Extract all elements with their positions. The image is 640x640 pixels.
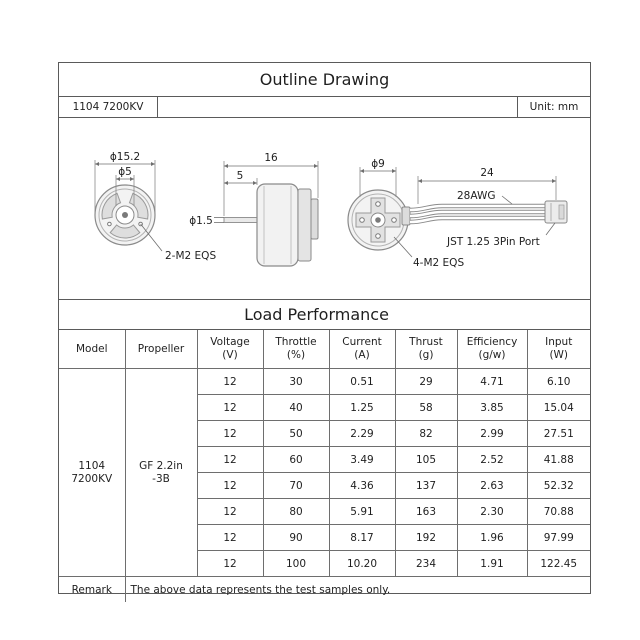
label-wire-gauge: 28AWG <box>457 190 496 202</box>
efficiency-cell: 1.91 <box>457 551 527 577</box>
motor-bottom-view <box>348 190 410 250</box>
label-shaft-diameter: ϕ1.5 <box>189 215 213 227</box>
header-current <box>329 330 395 369</box>
voltage-cell: 12 <box>197 525 263 551</box>
current-cell: 4.36 <box>329 473 395 499</box>
outline-drawing <box>59 118 590 300</box>
current-cell: 0.51 <box>329 369 395 395</box>
label-shaft-length: 5 <box>236 170 244 182</box>
current-cell: 2.29 <box>329 421 395 447</box>
voltage-cell: 12 <box>197 551 263 577</box>
remark-row <box>59 577 590 603</box>
header-label: Model <box>75 342 108 355</box>
label-outer-diameter: ϕ15.2 <box>109 151 141 163</box>
load-performance-title: Load Performance <box>59 300 590 330</box>
remark-text: The above data represents the test samples only. <box>125 577 590 603</box>
efficiency-cell: 4.71 <box>457 369 527 395</box>
header-label: Efficiency <box>466 336 518 348</box>
efficiency-cell: 2.63 <box>457 473 527 499</box>
label-base-diameter: ϕ9 <box>371 158 385 170</box>
current-cell: 8.17 <box>329 525 395 551</box>
propeller-cell <box>125 369 197 577</box>
header-unit: (A) <box>354 349 370 361</box>
propeller-line: GF 2.2in <box>139 459 183 472</box>
model-unit-row <box>59 97 590 118</box>
header-efficiency <box>457 330 527 369</box>
header-label: Current <box>342 336 382 348</box>
throttle-cell: 80 <box>263 499 329 525</box>
current-cell: 3.49 <box>329 447 395 473</box>
throttle-cell: 100 <box>263 551 329 577</box>
input-cell: 15.04 <box>527 395 590 421</box>
efficiency-cell: 2.30 <box>457 499 527 525</box>
efficiency-cell: 2.99 <box>457 421 527 447</box>
motor-side-view <box>224 184 318 266</box>
input-cell: 6.10 <box>527 369 590 395</box>
header-label: Input <box>545 336 573 348</box>
throttle-cell: 90 <box>263 525 329 551</box>
input-cell: 122.45 <box>527 551 590 577</box>
input-cell: 52.32 <box>527 473 590 499</box>
remark-label: Remark <box>59 577 125 603</box>
thrust-cell: 137 <box>395 473 457 499</box>
thrust-cell: 105 <box>395 447 457 473</box>
thrust-cell: 29 <box>395 369 457 395</box>
efficiency-cell: 3.85 <box>457 395 527 421</box>
dim-shaft-diameter <box>214 218 224 223</box>
header-propeller <box>125 330 197 369</box>
thrust-cell: 58 <box>395 395 457 421</box>
voltage-cell: 12 <box>197 473 263 499</box>
throttle-cell: 60 <box>263 447 329 473</box>
label-connector: JST 1.25 3Pin Port <box>447 236 540 248</box>
propeller-line: -3B <box>152 472 170 485</box>
header-label: Propeller <box>137 342 185 355</box>
wire-gauge-leader <box>502 196 512 204</box>
input-cell: 41.88 <box>527 447 590 473</box>
unit-label: Unit: mm <box>517 97 590 117</box>
label-front-screws: 2-M2 EQS <box>165 250 217 262</box>
table-header-row <box>59 330 590 369</box>
motor-top-view <box>95 185 155 245</box>
header-label: Thrust <box>409 336 443 348</box>
throttle-cell: 70 <box>263 473 329 499</box>
input-cell: 27.51 <box>527 421 590 447</box>
thrust-cell: 192 <box>395 525 457 551</box>
throttle-cell: 40 <box>263 395 329 421</box>
label-hub-diameter: ϕ5 <box>118 166 132 178</box>
header-unit: (W) <box>549 349 569 361</box>
model-line: 1104 <box>78 459 106 472</box>
header-throttle <box>263 330 329 369</box>
model-name: 1104 7200KV <box>59 97 158 117</box>
thrust-cell: 163 <box>395 499 457 525</box>
outline-title: Outline Drawing <box>59 63 590 97</box>
current-cell: 1.25 <box>329 395 395 421</box>
throttle-cell: 30 <box>263 369 329 395</box>
motor-wires <box>410 206 545 222</box>
voltage-cell: 12 <box>197 499 263 525</box>
voltage-cell: 12 <box>197 395 263 421</box>
header-input <box>527 330 590 369</box>
connector-leader <box>546 223 555 235</box>
jst-connector <box>545 201 567 223</box>
label-total-length: 16 <box>264 152 278 164</box>
header-label: Voltage <box>210 336 250 348</box>
input-cell: 70.88 <box>527 499 590 525</box>
label-wire-length: 24 <box>480 167 494 179</box>
voltage-cell: 12 <box>197 421 263 447</box>
thrust-cell: 234 <box>395 551 457 577</box>
throttle-cell: 50 <box>263 421 329 447</box>
header-unit: (g) <box>418 349 434 361</box>
header-label: Throttle <box>275 336 317 348</box>
thrust-cell: 82 <box>395 421 457 447</box>
table-row <box>59 369 590 395</box>
base-screws-leader <box>394 237 412 257</box>
efficiency-cell: 1.96 <box>457 525 527 551</box>
header-unit: (%) <box>286 349 306 361</box>
current-cell: 5.91 <box>329 499 395 525</box>
model-line: 7200KV <box>71 472 113 485</box>
efficiency-cell: 2.52 <box>457 447 527 473</box>
header-thrust <box>395 330 457 369</box>
header-unit: (g/w) <box>478 349 506 361</box>
header-voltage <box>197 330 263 369</box>
voltage-cell: 12 <box>197 369 263 395</box>
voltage-cell: 12 <box>197 447 263 473</box>
spec-sheet <box>58 62 591 594</box>
load-performance-table <box>59 330 590 602</box>
header-unit: (V) <box>222 349 238 361</box>
input-cell: 97.99 <box>527 525 590 551</box>
current-cell: 10.20 <box>329 551 395 577</box>
label-base-screws: 4-M2 EQS <box>413 257 465 269</box>
model-cell <box>59 369 125 577</box>
outline-drawing-svg <box>59 118 590 299</box>
header-model <box>59 330 125 369</box>
